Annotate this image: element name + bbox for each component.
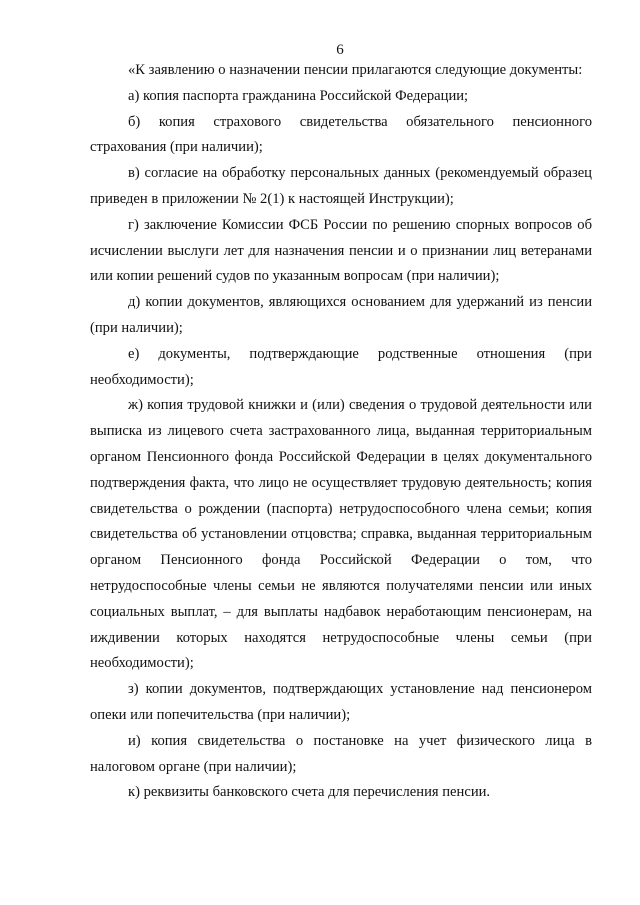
page-number: 6	[336, 42, 344, 58]
paragraph-item-a: а) копия паспорта гражданина Российской Федерации;	[128, 87, 469, 104]
paragraph-item-z: з) копии документов, подтверждающих установление над пенсионером опеки или попечительства (при наличии);	[90, 681, 592, 723]
paragraph-item-i: и) копия свидетельства о постановке на учет физического лица в налоговом органе (при наличии);	[90, 732, 592, 775]
paragraph-item-v: в) согласие на обработку персональных данных (рекомендуемый образец приведен в приложении № 2(1) к настоящей Инструкции);	[90, 165, 592, 207]
paragraph-item-d: д) копии документов, являющихся основанием для удержаний из пенсии (при наличии);	[90, 294, 592, 336]
document-body	[90, 58, 592, 806]
paragraph-item-k: к) реквизиты банковского счета для перечисления пенсии.	[128, 784, 491, 801]
paragraph-item-e: е) документы, подтверждающие родственные отношения (при необходимости);	[90, 345, 592, 388]
paragraph-intro: «К заявлению о назначении пенсии прилагаются следующие документы:	[128, 62, 583, 78]
paragraph-item-zh: ж) копия трудовой книжки и (или) сведения о трудовой деятельности или выписка из лицевого счета застрахованного лица, выданная территориальным органом Пенсионного фонда Российской Федерации в целях документального подтверждения факта, что лицо не осуществляет трудовую деятельность; копия свидетельства о рождении (паспорта) нетрудоспособного члена семьи; копия свидетельства об установлении отцовства; справка, выданная территориальным органом Пенсионного фонда Российской Федерации о том, что нетрудоспособные члены семьи не являются получателями пенсии или иных социальных выплат, – для выплаты надбавок неработающим пенсионерам, на иждивении которых находятся нетрудоспособные члены семьи (при необходимости);	[90, 397, 592, 672]
paragraph-item-g: г) заключение Комиссии ФСБ России по решению спорных вопросов об исчислении выслуги лет для назначения пенсии и о признании лиц ветеранами или копии решений судов по указанным вопросам (при наличии);	[90, 216, 592, 285]
paragraph-item-b: б) копия страхового свидетельства обязательного пенсионного страхования (при наличии);	[90, 113, 592, 156]
